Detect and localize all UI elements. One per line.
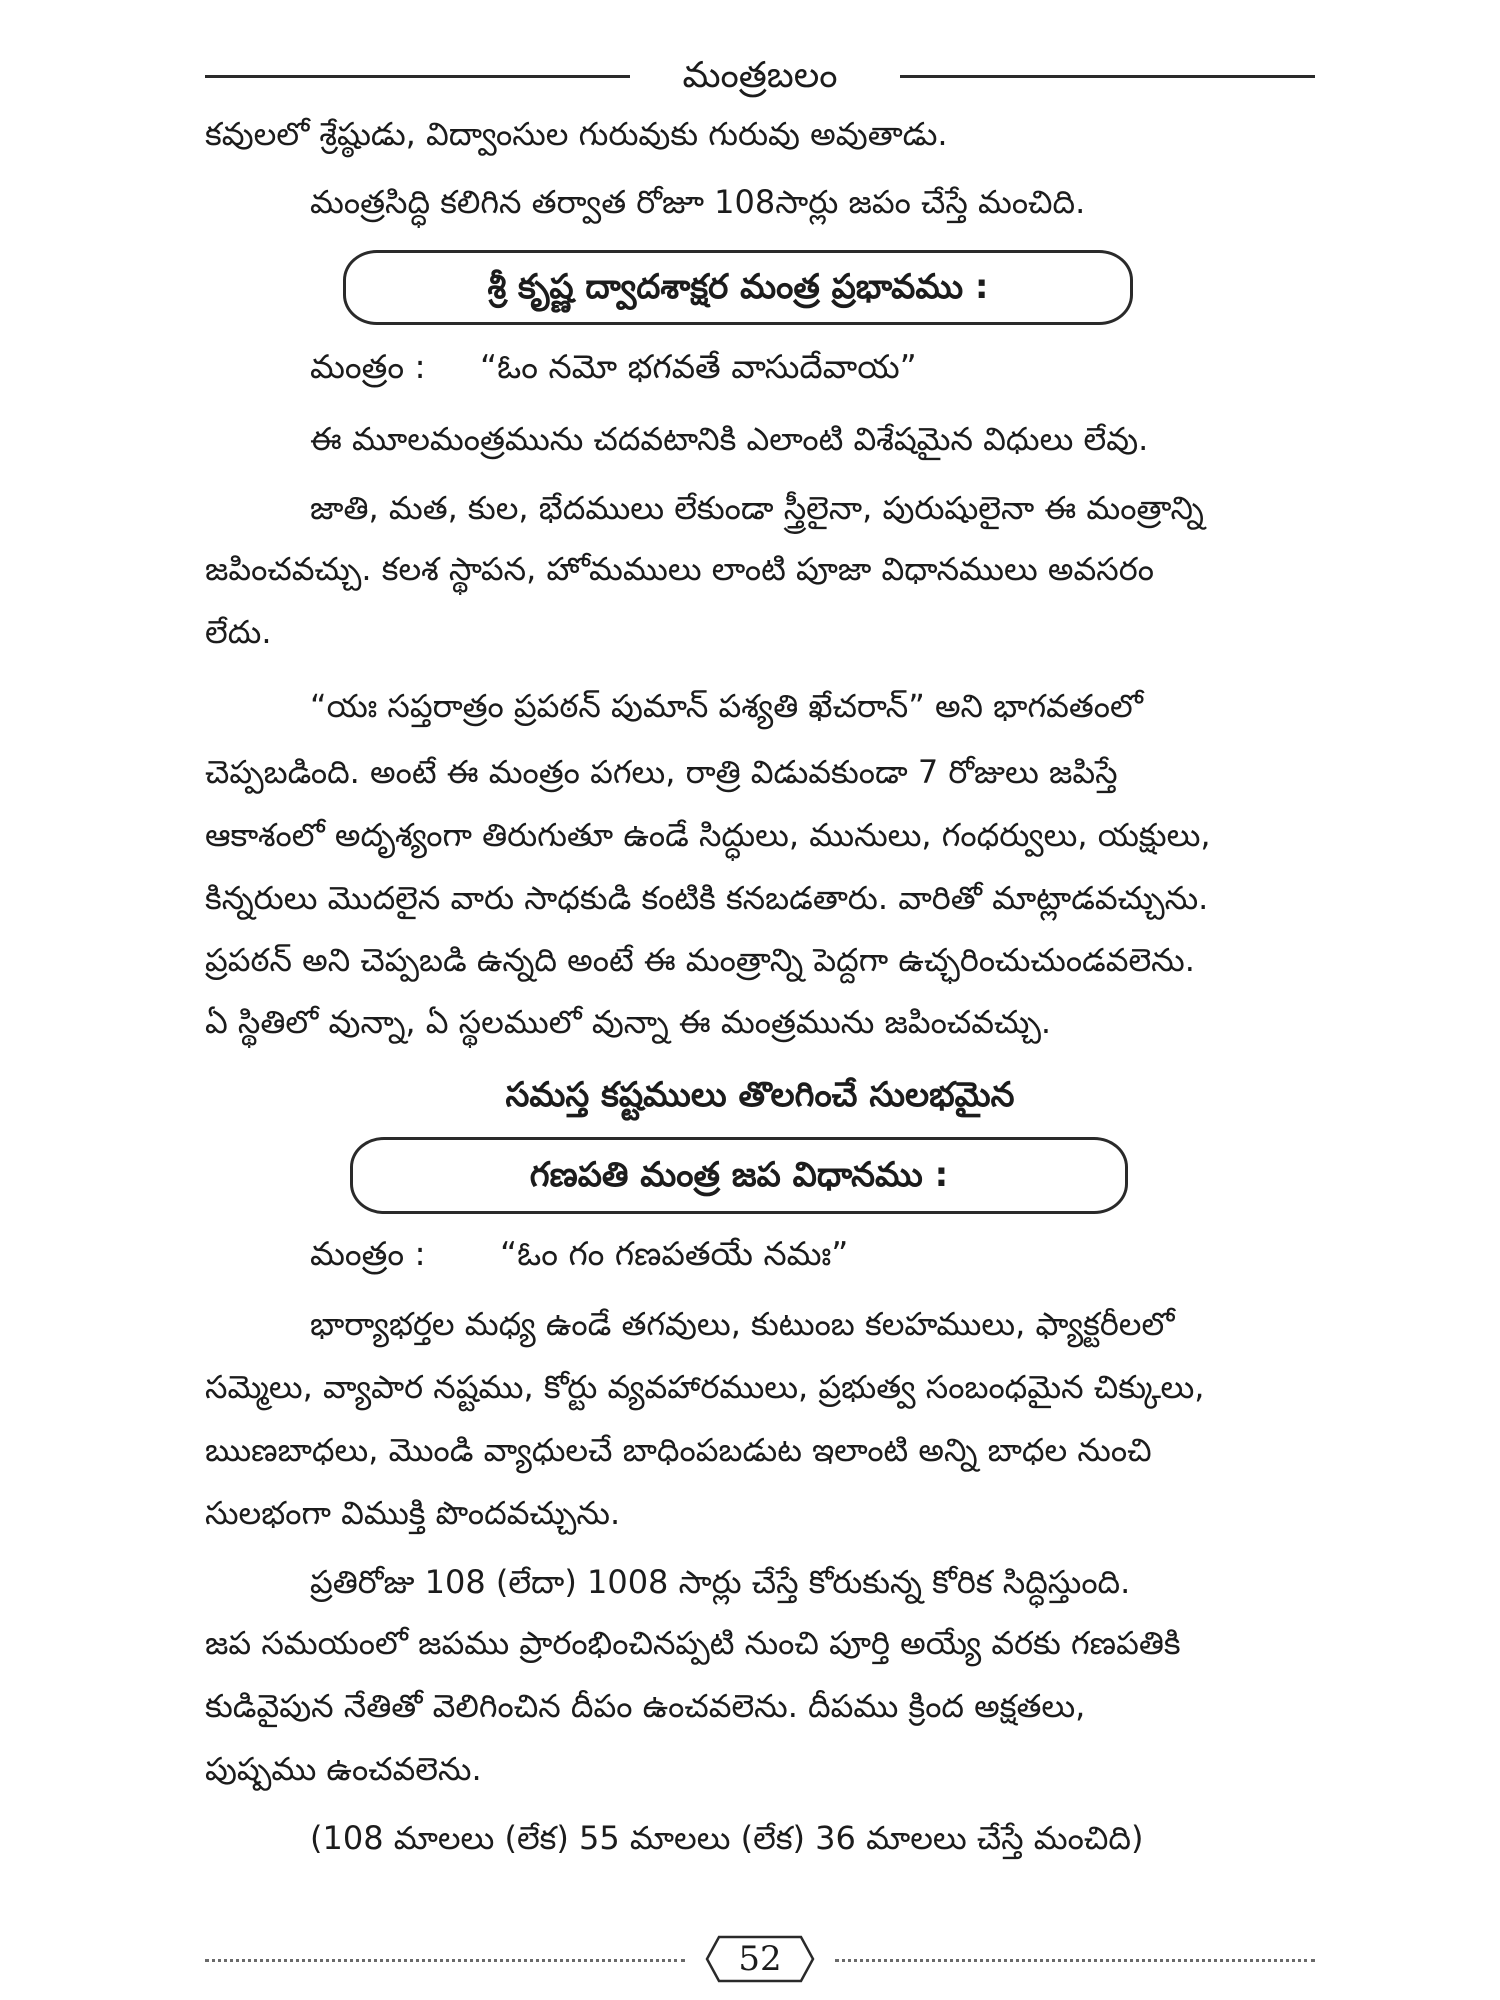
header-rule-right: [900, 75, 1315, 78]
body-line: సులభంగా విముక్తి పొందవచ్చును.: [205, 1494, 621, 1532]
running-header: [205, 52, 1315, 102]
body-line: జప సమయంలో జపము ప్రారంభించినప్పటి నుంచి పూర్తి అయ్యే వరకు గణపతికి: [205, 1624, 1181, 1662]
footer-dots-left: [205, 1959, 685, 1962]
body-line: లేదు.: [205, 613, 272, 651]
section-heading-ganapati: గణపతి మంత్ర జప విధానము :: [350, 1137, 1128, 1214]
body-line: ఆకాశంలో అదృశ్యంగా తిరుగుతూ ఉండే సిద్ధులు, మునులు, గంధర్వులు, యక్షులు,: [205, 816, 1211, 854]
mantra-text: “ఓం నమో భగవతే వాసుదేవాయ”: [480, 347, 917, 386]
footer-dots-right: [835, 1959, 1315, 1962]
page-number-badge: [705, 1935, 815, 1983]
section-heading-krishna: శ్రీ కృష్ణ ద్వాదశాక్షర మంత్ర ప్రభావము :: [343, 250, 1133, 325]
page-footer: [205, 1935, 1315, 1985]
body-line: కుడివైపున నేతితో వెలిగించిన దీపం ఉంచవలెను. దీపము క్రింద అక్షతలు,: [205, 1687, 1086, 1725]
body-line: కిన్నరులు మొదలైన వారు సాధకుడి కంటికి కనబడతారు. వారితో మాట్లాడవచ్చును.: [205, 879, 1209, 917]
body-line: కవులలో శ్రేష్ఠుడు, విద్వాంసుల గురువుకు గురువు అవుతాడు.: [205, 115, 948, 153]
body-line: (108 మాలలు (లేక) 55 మాలలు (లేక) 36 మాలలు చేస్తే మంచిది): [310, 1819, 1144, 1857]
body-line: మంత్రసిద్ధి కలిగిన తర్వాత రోజూ 108సార్లు జపం చేస్తే మంచిది.: [310, 183, 1086, 221]
mantra-text: “ఓం గం గణపతయే నమః”: [500, 1234, 849, 1273]
body-line: జాతి, మత, కుల, భేదములు లేకుండా స్త్రీలైనా, పురుషులైనా ఈ మంత్రాన్ని: [310, 489, 1204, 527]
body-line: సమ్మెలు, వ్యాపార నష్టము, కోర్టు వ్యవహారములు, ప్రభుత్వ సంబంధమైన చిక్కులు,: [205, 1368, 1205, 1406]
body-line: ఈ మూలమంత్రమును చదవటానికి ఎలాంటి విశేషమైన విధులు లేవు.: [310, 420, 1149, 458]
body-line: ఏ స్థితిలో వున్నా, ఏ స్థలములో వున్నా ఈ మంత్రమును జపించవచ్చు.: [205, 1003, 1052, 1041]
page-number: 52: [738, 1939, 782, 1979]
body-line: ప్రపఠన్ అని చెప్పబడి ఉన్నది అంటే ఈ మంత్రాన్ని పెద్దగా ఉచ్ఛరించుచుండవలెను.: [205, 941, 1195, 979]
mantra-label: మంత్రం :: [310, 347, 426, 386]
body-line: “యః సప్తరాత్రం ప్రపఠన్ పుమాన్ పశ్యతి ఖేచరాన్” అని భాగవతంలో: [310, 687, 1143, 725]
body-line: ప్రతిరోజు 108 (లేదా) 1008 సార్లు చేస్తే కోరుకున్న కోరిక సిద్ధిస్తుంది.: [310, 1563, 1131, 1601]
mantra-label: మంత్రం :: [310, 1234, 426, 1273]
body-line: చెప్పబడింది. అంటే ఈ మంత్రం పగలు, రాత్రి విడువకుండా 7 రోజులు జపిస్తే: [205, 753, 1118, 791]
body-line: జపించవచ్చు. కలశ స్థాపన, హోమములు లాంటి పూజా విధానములు అవసరం: [205, 550, 1154, 588]
section-pre-heading: సమస్త కష్టములు తొలగించే సులభమైన: [505, 1075, 1015, 1115]
body-line: భార్యాభర్తల మధ్య ఉండే తగవులు, కుటుంబ కలహములు, ఫ్యాక్టరీలలో: [310, 1305, 1175, 1343]
body-line: పుష్పము ఉంచవలెను.: [205, 1750, 482, 1788]
body-line: ఋణబాధలు, మొండి వ్యాధులచే బాధింపబడుట ఇలాంటి అన్ని బాధల నుంచి: [205, 1431, 1152, 1469]
running-header-title: మంత్రబలం: [682, 55, 838, 96]
